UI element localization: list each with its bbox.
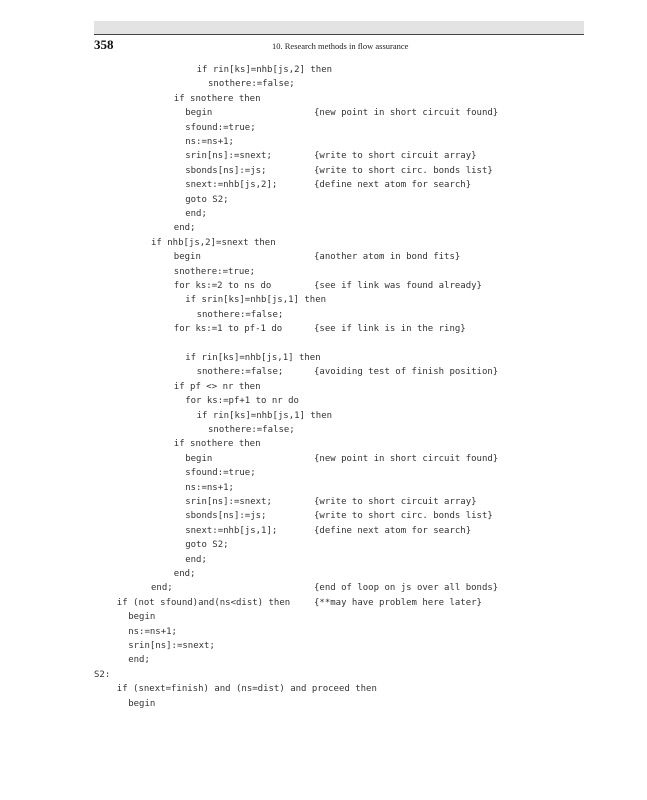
code-comment: {write to short circuit array} bbox=[314, 497, 477, 507]
code-line: if (not sfound)and(ns<dist) then bbox=[116, 597, 291, 608]
code-line: for ks:=2 to ns do bbox=[173, 281, 272, 291]
code-line: begin bbox=[185, 453, 213, 464]
code-comment: {write to short circ. bonds list} bbox=[314, 511, 493, 522]
code-comment: {see if link was found already} bbox=[314, 281, 482, 291]
code-line: begin bbox=[185, 108, 213, 119]
code-comment: {another atom in bond fits} bbox=[314, 252, 461, 263]
code-line: if pf <> nr then bbox=[173, 381, 261, 392]
code-line: ns:=ns+1; bbox=[128, 626, 177, 637]
code-line: srin[ns]:=snext; bbox=[185, 151, 272, 162]
code-line: if srin[ks]=nhb[js,1] then bbox=[185, 295, 327, 306]
code-comment: {new point in short circuit found} bbox=[314, 453, 499, 464]
code-line: end; bbox=[128, 655, 150, 666]
code-line: goto S2; bbox=[185, 540, 229, 551]
code-line: sfound:=true; bbox=[185, 468, 256, 479]
running-head: 10. Research methods in flow assurance bbox=[272, 41, 409, 51]
code-line: for ks:=pf+1 to nr do bbox=[185, 396, 299, 407]
code-line: begin bbox=[128, 698, 156, 709]
code-line: srin[ns]:=snext; bbox=[185, 497, 272, 507]
code-line: end; bbox=[151, 583, 173, 594]
code-comment: {end of loop on js over all bonds} bbox=[314, 583, 499, 594]
code-line: end; bbox=[185, 554, 207, 565]
code-comment: {**may have problem here later} bbox=[314, 597, 482, 608]
code-comment: {avoiding test of finish position} bbox=[314, 367, 499, 378]
code-line: snothere:=false; bbox=[196, 309, 284, 320]
code-line: end; bbox=[185, 209, 207, 219]
code-line: if rin[ks]=nhb[js,1] then bbox=[196, 410, 333, 421]
code-line: if rin[ks]=nhb[js,1] then bbox=[185, 353, 321, 363]
code-line: snext:=nhb[js,1]; bbox=[185, 525, 278, 536]
code-line: sbonds[ns]:=js; bbox=[185, 165, 267, 176]
code-line: snext:=nhb[js,2]; bbox=[185, 180, 278, 191]
code-comment: {define next atom for search} bbox=[314, 180, 472, 191]
code-line: if nhb[js,2]=snext then bbox=[151, 237, 276, 248]
code-line: if snothere then bbox=[173, 93, 261, 104]
code-line: S2: bbox=[94, 669, 111, 680]
code-line: if rin[ks]=nhb[js,2] then bbox=[196, 65, 333, 75]
code-line: if snothere then bbox=[173, 439, 261, 450]
code-comment: {write to short circ. bonds list} bbox=[314, 165, 493, 176]
code-line: ns:=ns+1; bbox=[185, 137, 234, 147]
code-line: begin bbox=[128, 612, 156, 623]
code-line: snothere:=false; bbox=[196, 367, 284, 378]
code-line: goto S2; bbox=[185, 194, 229, 205]
code-line: sbonds[ns]:=js; bbox=[185, 511, 267, 522]
page-number: 358 bbox=[94, 37, 114, 52]
code-line: snothere:=false; bbox=[208, 425, 295, 435]
code-line: snothere:=true; bbox=[173, 266, 256, 277]
code-line: if (snext=finish) and (ns=dist) and proceed then bbox=[116, 684, 377, 695]
code-line: end; bbox=[173, 223, 196, 234]
code-line: sfound:=true; bbox=[185, 122, 256, 133]
code-comment: {see if link is in the ring} bbox=[314, 324, 466, 335]
code-comment: {new point in short circuit found} bbox=[314, 108, 499, 119]
code-comment: {write to short circuit array} bbox=[314, 151, 477, 162]
code-line: end; bbox=[173, 569, 196, 579]
code-line: snothere:=false; bbox=[208, 79, 295, 90]
code-line: for ks:=1 to pf-1 do bbox=[173, 324, 283, 335]
code-line: srin[ns]:=snext; bbox=[128, 641, 215, 651]
code-comment: {define next atom for search} bbox=[314, 525, 472, 536]
code-line: ns:=ns+1; bbox=[185, 482, 234, 493]
code-line: begin bbox=[173, 252, 201, 263]
